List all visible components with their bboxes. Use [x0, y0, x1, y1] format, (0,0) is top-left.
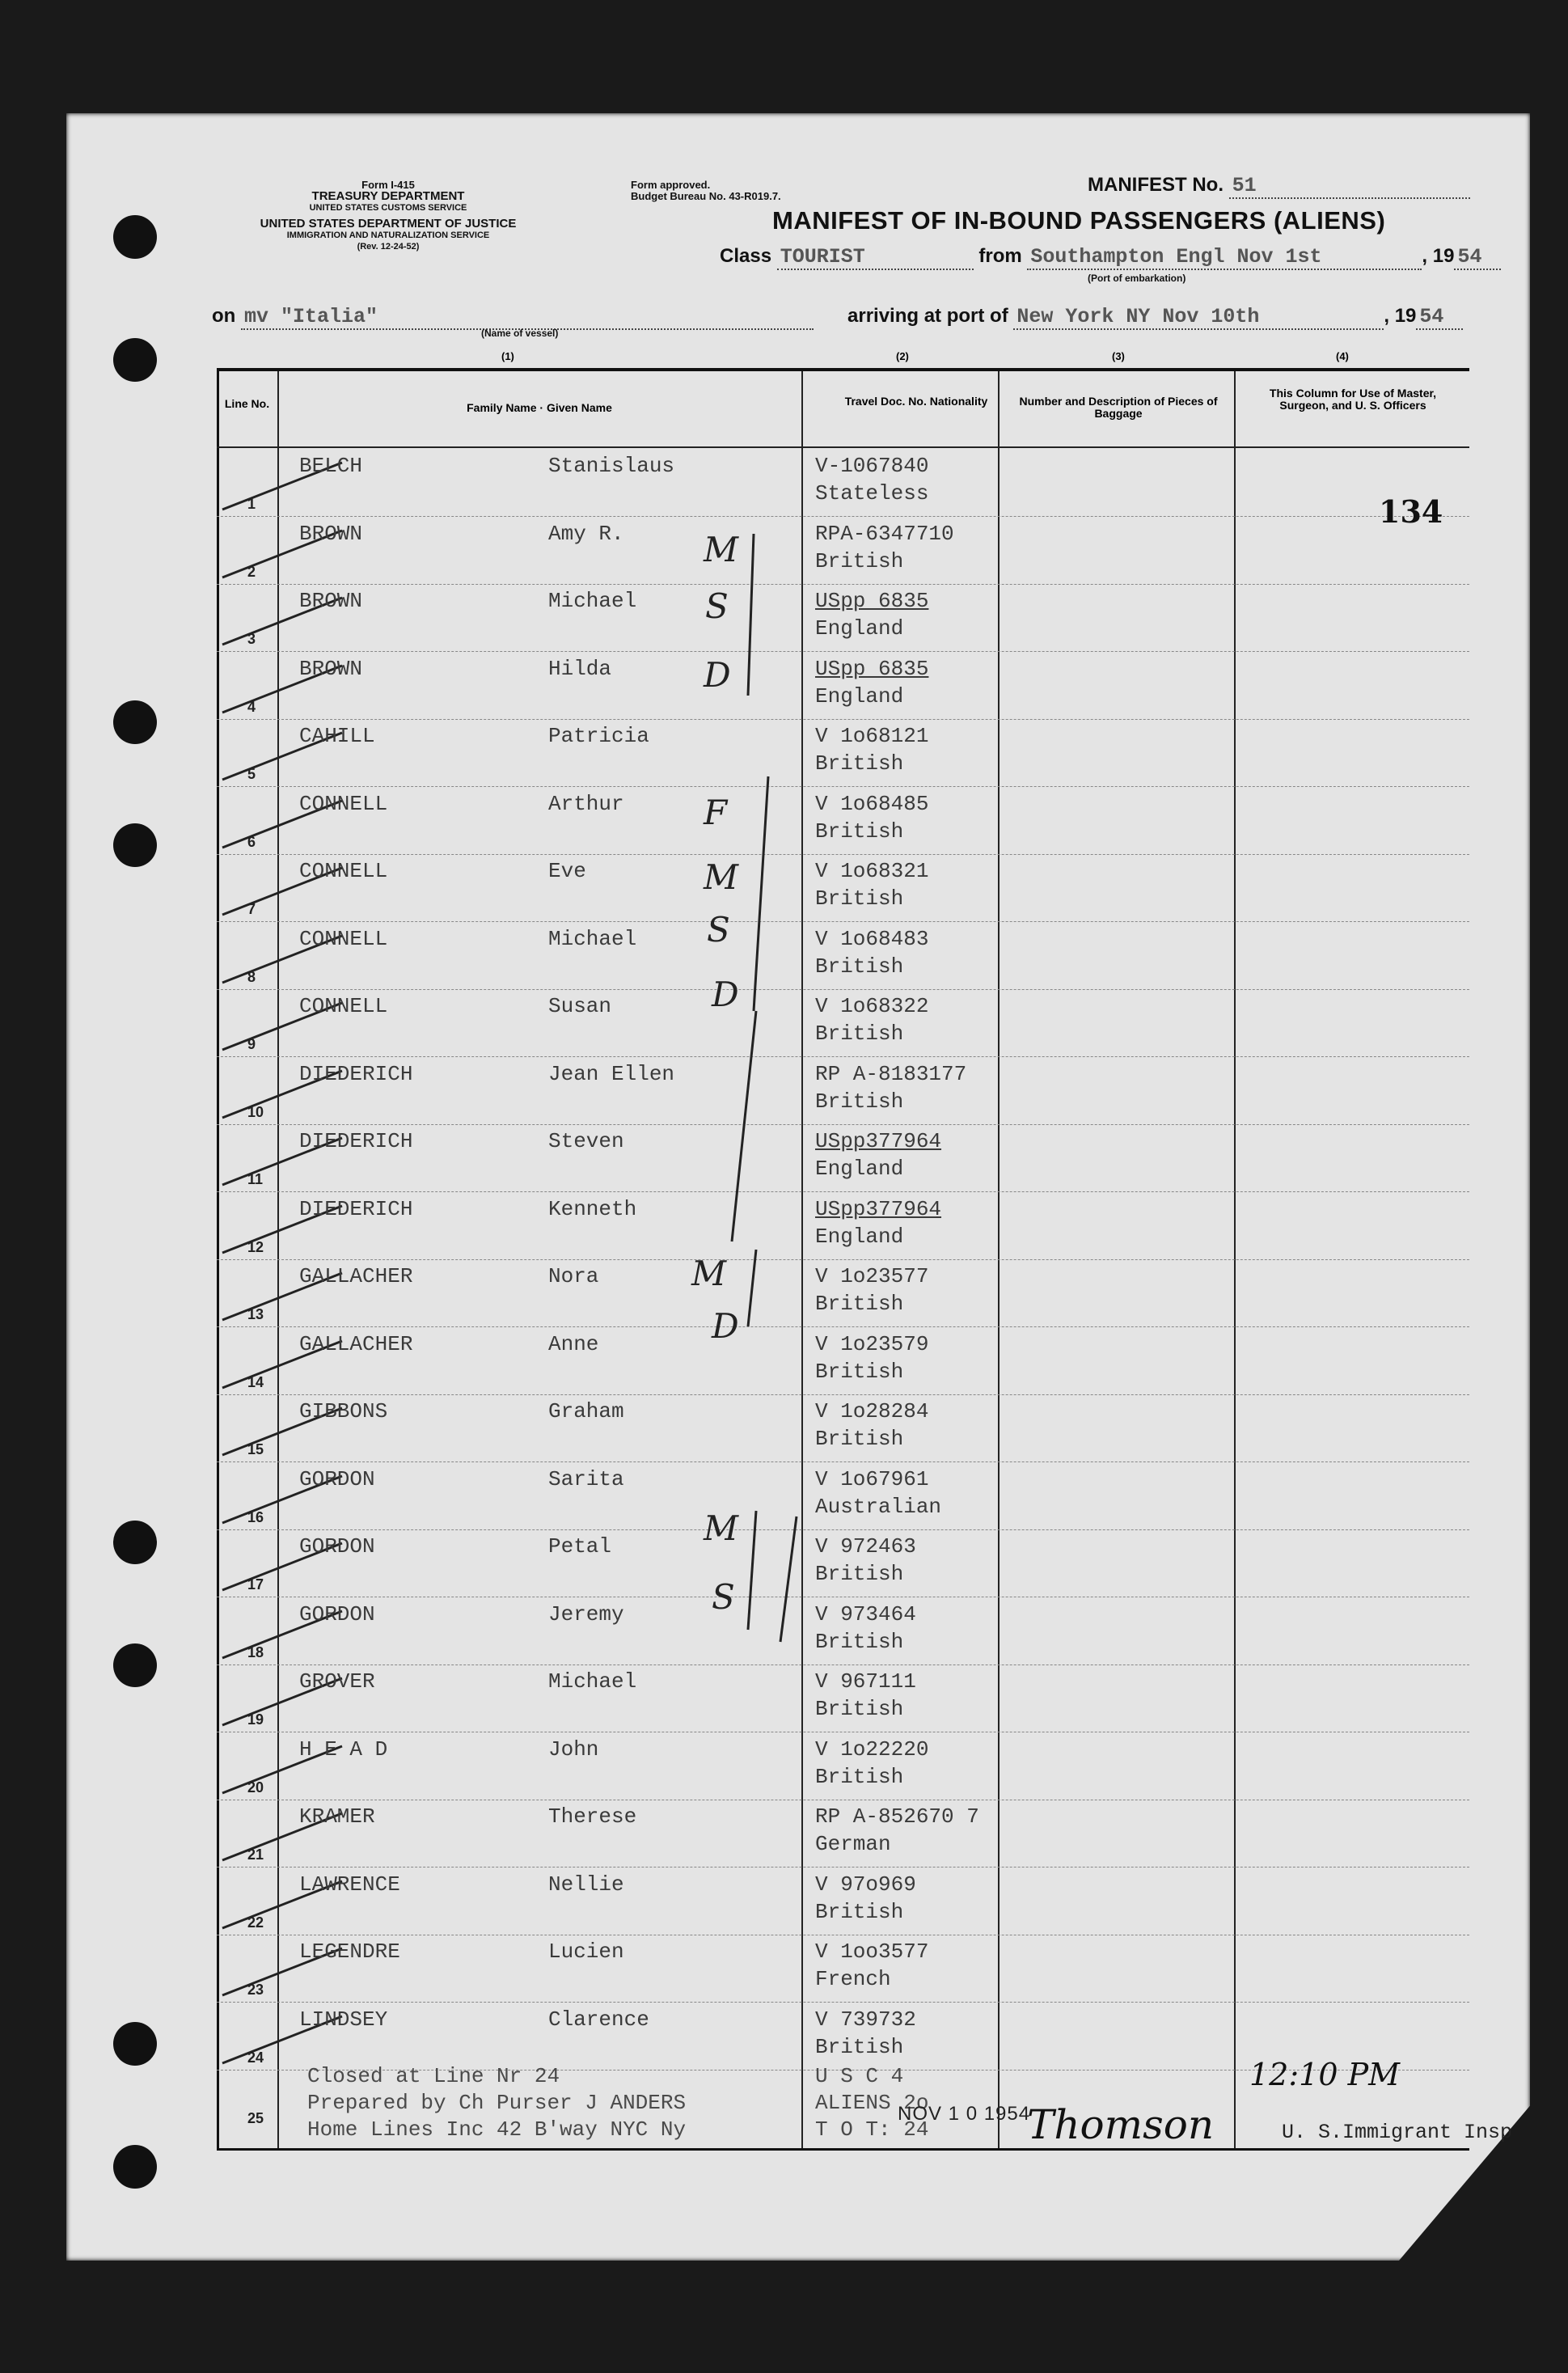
travel-doc-number: V 1o68485 [815, 791, 929, 816]
header-line-no: Line No. [224, 397, 270, 410]
nationality: Stateless [815, 481, 929, 505]
manifest-number: 51 [1229, 174, 1470, 199]
annotation-mark: M [691, 1254, 727, 1293]
family-name: CONNELL [299, 994, 388, 1018]
given-name: John [548, 1736, 599, 1762]
nationality: British [815, 1899, 904, 1924]
given-name: Clarence [548, 2007, 649, 2032]
travel-doc-number: V 1oo3577 [815, 1939, 929, 1964]
stamp-number: 134 [1379, 493, 1443, 530]
column-number-4: (4) [1336, 350, 1349, 362]
line-number: 5 [247, 766, 256, 782]
given-name: Michael [548, 589, 637, 613]
bracket-stroke [754, 776, 768, 1011]
family-name: GORDON [299, 1601, 375, 1626]
nationality: England [815, 1224, 904, 1249]
justice-dept: UNITED STATES DEPARTMENT OF JUSTICE [260, 217, 517, 231]
annotation-mark: S [712, 1577, 735, 1617]
family-name: CONNELL [299, 926, 388, 951]
arrival-time: 12:10 PM [1249, 2057, 1401, 2092]
travel-doc-number: V 97o969 [815, 1872, 916, 1897]
nationality: British [815, 1089, 904, 1114]
family-name: BELCH [299, 454, 363, 478]
nationality: German [815, 1832, 891, 1856]
family-name: DIEDERICH [299, 1129, 413, 1153]
vessel-caption: (Name of vessel) [481, 328, 559, 339]
arriving-label: arriving at port of [847, 305, 1008, 327]
line-number: 22 [247, 1914, 264, 1931]
embark-caption: (Port of embarkation) [1088, 273, 1186, 284]
annotation-mark: F [704, 793, 728, 832]
travel-doc-number: V 1o68321 [815, 859, 929, 883]
line-number: 3 [247, 631, 256, 647]
bracket-stroke [748, 1511, 756, 1630]
page-title: MANIFEST OF IN-BOUND PASSENGERS (ALIENS) [772, 206, 1386, 235]
line-number: 4 [247, 698, 256, 715]
given-name: Jean Ellen [548, 1061, 675, 1086]
given-name: Kenneth [548, 1196, 637, 1221]
nationality: British [815, 1562, 904, 1586]
line-number: 12 [247, 1238, 264, 1255]
year-prefix-2: , 19 [1384, 305, 1417, 327]
given-name: Arthur [548, 791, 624, 816]
family-name: BROWN [299, 589, 363, 613]
annotation-mark: S [705, 586, 729, 626]
from-label: from [978, 245, 1022, 267]
nationality: British [815, 1427, 904, 1451]
line-number: 17 [247, 1576, 264, 1593]
bracket-stroke [748, 1250, 756, 1326]
line-number: 14 [247, 1373, 264, 1390]
total-count: T O T: 24 [815, 2117, 929, 2142]
ins-service: IMMIGRATION AND NATURALIZATION SERVICE [286, 231, 490, 240]
family-name: GALLACHER [299, 1331, 413, 1356]
aliens-count: ALIENS 2o [815, 2091, 929, 2115]
travel-doc-number: USpp377964 [815, 1196, 942, 1221]
line-number: 13 [247, 1306, 264, 1322]
travel-doc-number: RP A-852670 7 [815, 1804, 979, 1829]
line-number: 15 [247, 1441, 264, 1457]
line-number: 25 [247, 2110, 264, 2126]
family-name: CONNELL [299, 791, 388, 816]
family-name: CAHILL [299, 724, 375, 748]
travel-doc-number: V 967111 [815, 1669, 916, 1694]
family-name: GORDON [299, 1466, 375, 1491]
arrival-value: New York NY Nov 10th [1013, 305, 1384, 330]
family-name: GORDON [299, 1534, 375, 1559]
given-name: Anne [548, 1331, 599, 1356]
line-number: 7 [247, 901, 256, 917]
annotation-mark: D [712, 975, 739, 1014]
travel-doc-number: USpp 6835 [815, 589, 929, 613]
annotation-mark: D [704, 655, 731, 695]
header-name: Family Name · Given Name [467, 401, 612, 414]
given-name: Michael [548, 1669, 637, 1694]
travel-doc-number: V 1o68322 [815, 994, 929, 1018]
nationality: British [815, 1359, 904, 1384]
family-name: KRAMER [299, 1804, 375, 1829]
date-stamp: NOV 1 0 1954 [898, 2103, 1031, 2125]
given-name: Susan [548, 994, 612, 1018]
family-name: LINDSEY [299, 2007, 388, 2032]
travel-doc-number: V 1o28284 [815, 1399, 929, 1423]
given-name: Eve [548, 859, 586, 883]
line-number: 23 [247, 1982, 264, 1998]
family-name: CONNELL [299, 859, 388, 883]
line-number: 10 [247, 1103, 264, 1120]
nationality: British [815, 886, 904, 911]
family-name: BROWN [299, 521, 363, 546]
given-name: Steven [548, 1129, 624, 1153]
class-value: TOURIST [777, 245, 974, 270]
nationality: England [815, 1157, 904, 1181]
given-name: Amy R. [548, 521, 624, 546]
given-name: Graham [548, 1399, 624, 1423]
nationality: British [815, 1697, 904, 1721]
family-name: DIEDERICH [299, 1061, 413, 1086]
usc-count: U S C 4 [815, 2064, 904, 2088]
line-number: 1 [247, 496, 256, 512]
header-travel-doc: Travel Doc. No. Nationality [844, 395, 988, 408]
bracket-stroke [748, 534, 754, 696]
home-lines-note: Home Lines Inc 42 B'way NYC Ny [307, 2117, 687, 2142]
family-name: GIBBONS [299, 1399, 388, 1423]
line-number: 24 [247, 2049, 264, 2066]
family-name: LEGENDRE [299, 1939, 400, 1964]
embarkation-value: Southampton Engl Nov 1st [1027, 245, 1422, 270]
given-name: Sarita [548, 1466, 624, 1491]
given-name: Nora [548, 1264, 599, 1288]
annotation-mark: D [712, 1306, 739, 1346]
nationality: British [815, 1022, 904, 1046]
header-officers: This Column for Use of Master, Surgeon, and U. S. Officers [1269, 387, 1437, 412]
annotation-mark: M [704, 1508, 739, 1548]
nationality: British [815, 1292, 904, 1316]
travel-doc-number: V 1o67961 [815, 1466, 929, 1491]
travel-doc-number: V 972463 [815, 1534, 916, 1559]
form-number: Form I-415 [361, 179, 415, 191]
line-number: 20 [247, 1779, 264, 1796]
annotation-mark: M [704, 857, 739, 897]
family-name: H E A D [299, 1736, 388, 1762]
nationality: British [815, 751, 904, 776]
vessel-name: mv "Italia" [241, 305, 814, 330]
travel-doc-number: V 973464 [815, 1601, 916, 1626]
family-name: GROVER [299, 1669, 375, 1694]
given-name: Stanislaus [548, 454, 675, 478]
given-name: Hilda [548, 656, 612, 681]
budget-bureau: Budget Bureau No. 43-R019.7. [631, 190, 781, 202]
travel-doc-number: V 1o23579 [815, 1331, 929, 1356]
line-number: 18 [247, 1643, 264, 1660]
family-name: GALLACHER [299, 1264, 413, 1288]
header-baggage: Number and Description of Pieces of Baggage [1019, 395, 1218, 420]
form-approved: Form approved. [631, 179, 711, 191]
travel-doc-number: RPA-6347710 [815, 521, 954, 546]
travel-doc-number: V 1o22220 [815, 1736, 929, 1762]
nationality: British [815, 1629, 904, 1654]
column-number-1: (1) [501, 350, 514, 362]
bracket-stroke [780, 1516, 797, 1642]
column-number-3: (3) [1112, 350, 1125, 362]
travel-doc-number: V 1o68483 [815, 926, 929, 951]
family-name: DIEDERICH [299, 1196, 413, 1221]
travel-doc-number: USpp377964 [815, 1129, 942, 1153]
nationality: Australian [815, 1494, 942, 1519]
inspector-title: U. S.Immigrant Insp [1282, 2121, 1513, 2144]
embark-year: 54 [1454, 245, 1501, 270]
line-number: 6 [247, 833, 256, 850]
line-number: 11 [247, 1171, 264, 1187]
treasury-dept: TREASURY DEPARTMENT [311, 189, 465, 203]
nationality: England [815, 616, 904, 641]
given-name: Therese [548, 1804, 637, 1829]
year-prefix: , 19 [1422, 245, 1455, 267]
given-name: Michael [548, 926, 637, 951]
travel-doc-number: USpp 6835 [815, 656, 929, 681]
travel-doc-number: V-1067840 [815, 454, 929, 478]
line-number: 9 [247, 1036, 256, 1052]
family-name: BROWN [299, 656, 363, 681]
annotation-mark: M [704, 530, 739, 569]
nationality: England [815, 683, 904, 709]
arrival-year: 54 [1416, 305, 1463, 330]
given-name: Petal [548, 1534, 612, 1559]
travel-doc-number: V 739732 [815, 2007, 916, 2032]
nationality: British [815, 548, 904, 573]
given-name: Nellie [548, 1872, 624, 1897]
line-number: 8 [247, 968, 256, 985]
nationality: British [815, 818, 904, 844]
nationality: British [815, 1764, 904, 1789]
line-number: 19 [247, 1711, 264, 1728]
family-name: LAWRENCE [299, 1872, 400, 1897]
closed-note: Closed at Line Nr 24 [307, 2064, 560, 2088]
manifest-label: MANIFEST No. [1088, 174, 1224, 196]
line-number: 2 [247, 563, 256, 580]
form-revision: (Rev. 12-24-52) [357, 242, 420, 252]
column-number-2: (2) [896, 350, 909, 362]
nationality: British [815, 2034, 904, 2059]
travel-doc-number: V 1o68121 [815, 724, 929, 748]
customs-service: UNITED STATES CUSTOMS SERVICE [309, 203, 467, 213]
travel-doc-number: V 1o23577 [815, 1264, 929, 1288]
given-name: Lucien [548, 1939, 624, 1964]
class-label: Class [720, 245, 772, 267]
annotation-mark: S [707, 910, 730, 950]
on-label: on [212, 305, 236, 327]
prepared-note: Prepared by Ch Purser J ANDERS [307, 2091, 687, 2115]
nationality: French [815, 1967, 891, 1991]
given-name: Jeremy [548, 1601, 624, 1626]
bracket-stroke [732, 1011, 756, 1241]
nationality: British [815, 954, 904, 979]
inspector-signature: Thomson [1027, 2101, 1215, 2148]
line-number: 16 [247, 1508, 264, 1525]
given-name: Patricia [548, 724, 649, 748]
line-number: 21 [247, 1846, 264, 1863]
travel-doc-number: RP A-8183177 [815, 1061, 967, 1086]
